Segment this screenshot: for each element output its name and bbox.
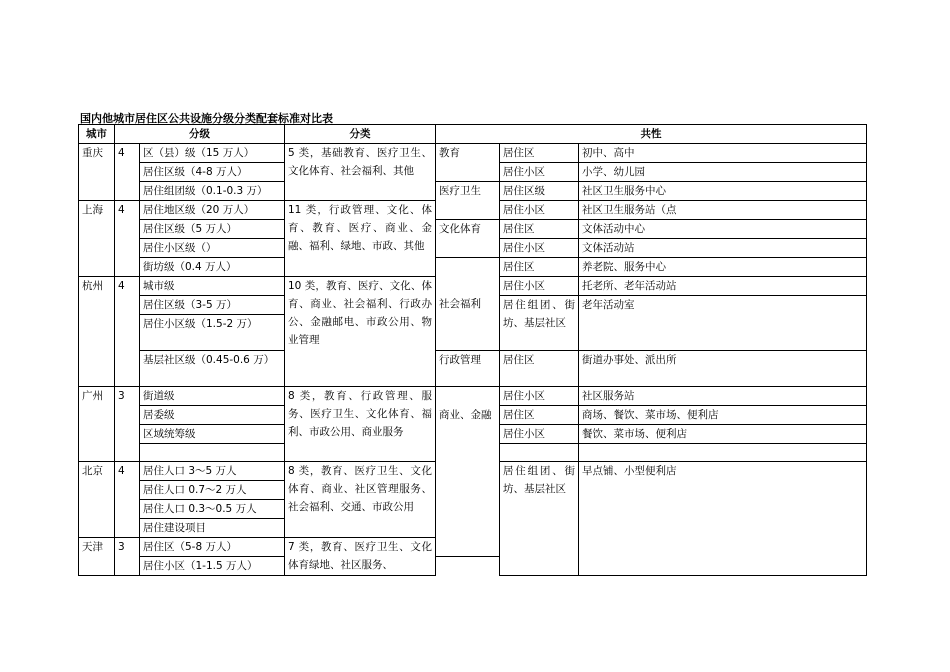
level-item: 居住建设项目	[140, 519, 285, 538]
level-count: 4	[115, 277, 140, 387]
level-item: 居住人口 0.7～2 万人	[140, 481, 285, 500]
level-item: 居住人口 3～5 万人	[140, 462, 285, 481]
common-level: 居住小区	[500, 201, 579, 220]
common-level: 居住小区	[500, 163, 579, 182]
common-level: 居住小区	[500, 425, 579, 444]
document-title: 国内他城市居住区公共设施分级分类配套标准对比表	[80, 112, 333, 125]
common-facilities: 老年活动室	[579, 296, 867, 351]
common-facilities: 餐饮、菜市场、便利店	[579, 425, 867, 444]
common-facilities: 社区服务站	[579, 387, 867, 406]
level-item: 居住小区级（1.5-2 万）	[140, 315, 285, 351]
level-item: 居住区级（5 万人）	[140, 220, 285, 239]
common-level-empty	[500, 444, 579, 462]
common-level: 居住区级	[500, 182, 579, 201]
table-row	[79, 387, 867, 406]
level-item: 居住人口 0.3～0.5 万人	[140, 500, 285, 519]
common-facilities: 社区卫生服务中心	[579, 182, 867, 201]
common-facilities: 商场、餐饮、菜市场、便利店	[579, 406, 867, 425]
category-cell: 5 类，基础教育、医疗卫生、文化体育、社会福利、其他	[285, 144, 436, 201]
category-cell: 8 类，教育、行政管理、服务、医疗卫生、文化体育、福利、市政公用、商业服务	[285, 387, 436, 462]
level-count: 4	[115, 201, 140, 277]
table-row	[79, 220, 867, 239]
common-category: 社会福利	[436, 258, 500, 351]
common-category: 商业、金融	[436, 406, 500, 557]
level-item: 街道级	[140, 387, 285, 406]
level-count: 3	[115, 538, 140, 576]
category-cell: 7 类，教育、医疗卫生、文化体育绿地、社区服务、	[285, 538, 436, 576]
level-item: 居住组团级（0.1-0.3 万）	[140, 182, 285, 201]
level-item: 基层社区级（0.45-0.6 万）	[140, 351, 285, 387]
common-facilities: 社区卫生服务站（点	[579, 201, 867, 220]
table-row	[79, 258, 867, 277]
common-category-empty	[436, 387, 500, 406]
common-facilities: 早点铺、小型便利店	[579, 462, 867, 576]
level-item: 居住小区（1-1.5 万人）	[140, 557, 285, 576]
header-level: 分级	[115, 125, 285, 144]
level-item: 居住地区级（20 万人）	[140, 201, 285, 220]
category-cell: 8 类，教育、医疗卫生、文化体育、商业、社区管理服务、社会福利、交通、市政公用	[285, 462, 436, 538]
city-name: 上海	[79, 201, 115, 277]
level-item-empty	[140, 444, 285, 462]
city-name: 北京	[79, 462, 115, 538]
level-item: 居住区级（3-5 万）	[140, 296, 285, 315]
common-category: 文化体育	[436, 220, 500, 258]
common-facilities: 托老所、老年活动站	[579, 277, 867, 296]
common-level: 居住区	[500, 351, 579, 387]
level-item: 居住区（5-8 万人）	[140, 538, 285, 557]
level-item: 居住小区级（）	[140, 239, 285, 258]
common-level: 居住区	[500, 406, 579, 425]
common-level: 居住区	[500, 258, 579, 277]
table-row	[79, 144, 867, 163]
common-level: 居住组团、街坊、基层社区	[500, 296, 579, 351]
common-facilities: 初中、高中	[579, 144, 867, 163]
common-category: 医疗卫生	[436, 182, 500, 220]
common-level: 居住小区	[500, 277, 579, 296]
city-name: 广州	[79, 387, 115, 462]
common-level: 居住小区	[500, 239, 579, 258]
common-level: 居住区	[500, 220, 579, 239]
common-facilities-empty	[579, 444, 867, 462]
city-name: 杭州	[79, 277, 115, 387]
level-count: 4	[115, 144, 140, 201]
category-cell: 11 类，行政管理、文化、体育、教育、医疗、商业、金融、福利、绿地、市政、其他	[285, 201, 436, 277]
level-item: 区域统筹级	[140, 425, 285, 444]
header-category: 分类	[285, 125, 436, 144]
common-facilities: 文体活动中心	[579, 220, 867, 239]
level-item: 区（县）级（15 万人）	[140, 144, 285, 163]
category-cell: 10 类，教育、医疗、文化、体育、商业、社会福利、行政办公、金融邮电、市政公用、物业管理	[285, 277, 436, 387]
header-city: 城市	[79, 125, 115, 144]
header-row	[79, 125, 867, 144]
comparison-table	[78, 124, 867, 576]
level-count: 4	[115, 462, 140, 538]
common-level: 居住组团、街坊、基层社区	[500, 462, 579, 576]
city-name: 天津	[79, 538, 115, 576]
header-common: 共性	[436, 125, 867, 144]
level-item: 居委级	[140, 406, 285, 425]
common-facilities: 文体活动站	[579, 239, 867, 258]
common-facilities: 街道办事处、派出所	[579, 351, 867, 387]
table-row	[79, 351, 867, 369]
level-item: 街坊级（0.4 万人）	[140, 258, 285, 277]
common-level: 居住区	[500, 144, 579, 163]
common-level: 居住小区	[500, 387, 579, 406]
common-category: 教育	[436, 144, 500, 182]
table-row	[79, 406, 867, 425]
common-facilities: 养老院、服务中心	[579, 258, 867, 277]
level-count: 3	[115, 387, 140, 462]
level-item: 城市级	[140, 277, 285, 296]
city-name: 重庆	[79, 144, 115, 201]
level-item: 居住区级（4-8 万人）	[140, 163, 285, 182]
table-row	[79, 182, 867, 201]
common-category: 行政管理	[436, 351, 500, 387]
common-facilities: 小学、幼儿园	[579, 163, 867, 182]
